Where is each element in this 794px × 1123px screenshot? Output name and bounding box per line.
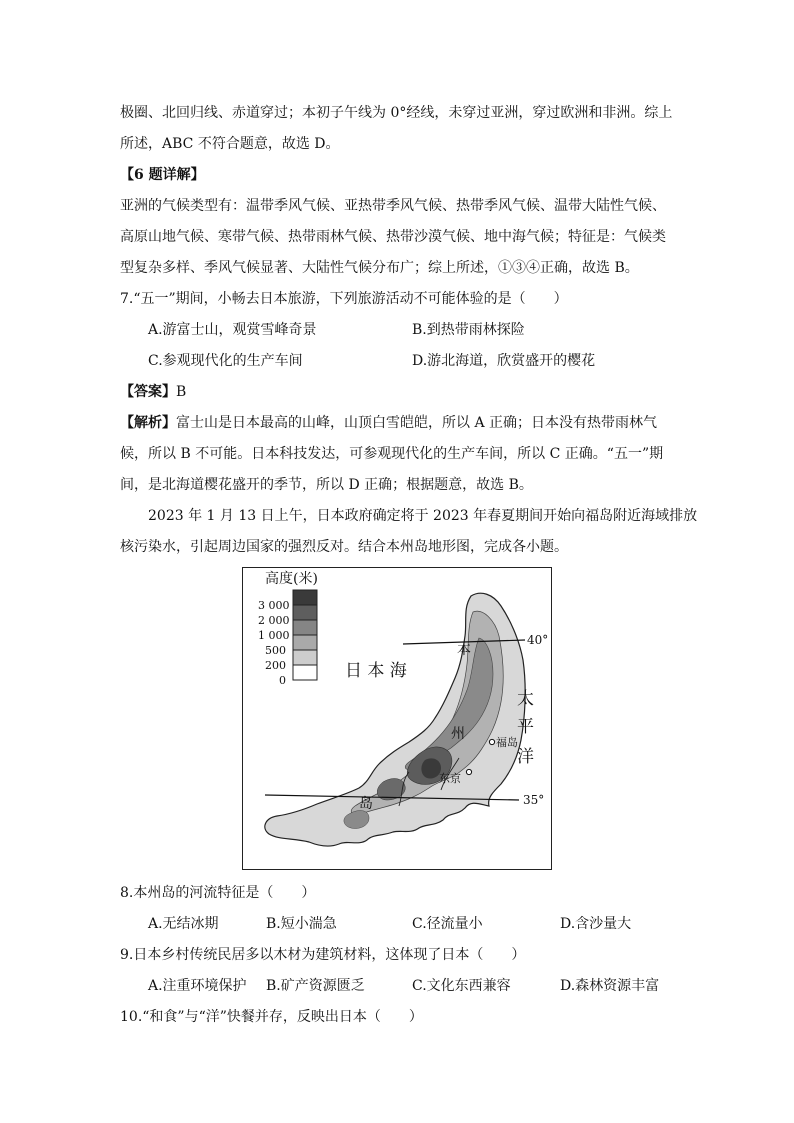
- q8-option-c: C.径流量小: [412, 916, 483, 932]
- paragraph-line: 亚洲的气候类型有：温带季风气候、亚热带季风气候、热带季风气候、温带大陆性气候、: [120, 198, 666, 214]
- analysis-line: [120, 413, 657, 433]
- legend-swatch: [293, 590, 317, 605]
- legend-level: 3 000: [258, 599, 290, 612]
- paragraph-line: 极圈、北回归线、赤道穿过；本初子午线为 0°经线，未穿过亚洲，穿过欧洲和非洲。综上: [120, 105, 673, 121]
- honshu-label-char: 州: [451, 726, 465, 742]
- q7-option-a: A.游富士山，观赏雪峰奇景: [148, 322, 317, 338]
- q7-option-c: C.参观现代化的生产车间: [148, 353, 303, 369]
- q8-option-a: A.无结冰期: [148, 916, 219, 932]
- legend-level: 500: [265, 644, 286, 657]
- legend-level: 1 000: [258, 629, 290, 642]
- pacific-label-char: 平: [517, 717, 534, 737]
- q8-option-b: B.短小湍急: [266, 916, 337, 932]
- q9-option-d: D.森林资源丰富: [560, 978, 660, 994]
- legend-swatch: [293, 650, 317, 665]
- section-heading-q6: 【6 题详解】: [120, 167, 205, 183]
- fukushima-label: 福岛: [496, 736, 518, 749]
- legend-level: 0: [279, 674, 286, 687]
- map-svg: [243, 568, 551, 869]
- latitude-40-label: 40°: [527, 633, 549, 647]
- legend-swatch: [293, 635, 317, 650]
- analysis-label: 【解析】: [120, 415, 176, 431]
- q9-option-a: A.注重环境保护: [148, 978, 247, 994]
- paragraph-line: 高原山地气候、寒带气候、热带雨林气候、热带沙漠气候、地中海气候；特征是：气候类: [120, 229, 666, 245]
- paragraph-line: 型复杂多样、季风气候显著、大陆性气候分布广；综上所述，①③④正确，故选 B。: [120, 260, 639, 276]
- q8-option-d: D.含沙量大: [560, 916, 632, 932]
- paragraph-line: 所述，ABC 不符合题意，故选 D。: [120, 136, 340, 152]
- fukushima-marker: [489, 739, 494, 744]
- honshu-label-char: 岛: [359, 796, 373, 812]
- paragraph-line: 候，所以 B 不可能。日本科技发达，可参观现代化的生产车间，所以 C 正确。“五一”期: [120, 446, 664, 462]
- question-8-stem: 8.本州岛的河流特征是（ ）: [120, 885, 316, 901]
- q9-option-c: C.文化东西兼容: [412, 978, 511, 994]
- q7-option-b: B.到热带雨林探险: [412, 322, 525, 338]
- q9-option-b: B.矿产资源匮乏: [266, 978, 365, 994]
- paragraph-line: 间，是北海道樱花盛开的季节，所以 D 正确；根据题意，故选 B。: [120, 477, 533, 493]
- intro-line: 2023 年 1 月 13 日上午，日本政府确定将于 2023 年春夏期间开始向福岛附近海域排放: [148, 508, 698, 524]
- analysis-text: 富士山是日本最高的山峰，山顶白雪皑皑，所以 A 正确；日本没有热带雨林气: [176, 415, 658, 431]
- legend-swatch: [293, 620, 317, 635]
- intro-line: 核污染水，引起周边国家的强烈反对。结合本州岛地形图，完成各小题。: [120, 539, 568, 555]
- legend-swatch: [293, 605, 317, 620]
- answer-line: [120, 382, 186, 402]
- legend-level: 2 000: [258, 614, 290, 627]
- latitude-35-label: 35°: [523, 793, 545, 807]
- answer-value: B: [176, 384, 187, 400]
- honshu-label-char: 本: [457, 642, 471, 658]
- question-9-stem: 9.日本乡村传统民居多以木材为建筑材料，这体现了日本（ ）: [120, 947, 526, 963]
- question-10-stem: 10.“和食”与“洋”快餐并存，反映出日本（ ）: [120, 1009, 423, 1025]
- honshu-topographic-map: [242, 567, 552, 870]
- question-7-stem: 7.“五一”期间，小畅去日本旅游，下列旅游活动不可能体验的是（ ）: [120, 291, 568, 307]
- sea-of-japan-label: 日 本 海: [345, 661, 407, 681]
- legend-level: 200: [265, 659, 286, 672]
- tokyo-marker: [466, 769, 471, 774]
- legend: [258, 590, 317, 687]
- answer-label: 【答案】: [120, 384, 176, 400]
- tokyo-label: 东京: [439, 772, 461, 785]
- pacific-label-char: 洋: [517, 747, 534, 767]
- legend-swatch: [293, 665, 317, 680]
- legend-title: 高度(米): [265, 571, 318, 587]
- pacific-label-char: 太: [517, 689, 534, 709]
- q7-option-d: D.游北海道，欣赏盛开的樱花: [412, 353, 596, 369]
